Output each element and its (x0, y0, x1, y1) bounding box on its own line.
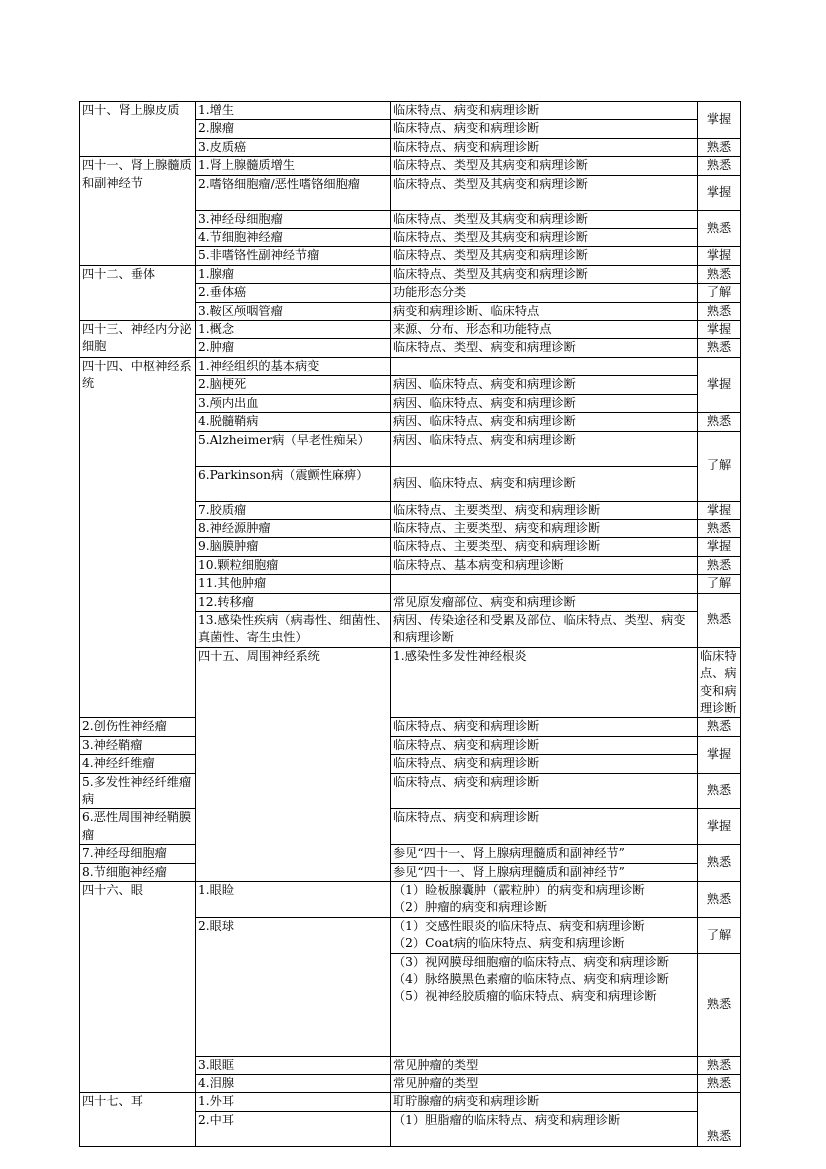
content-cell (391, 917, 698, 953)
topic-cell: 4.神经纤维瘤 (80, 755, 196, 773)
content-cell: 功能形态分类 (391, 284, 698, 302)
topic-cell: 1.外耳 (196, 1093, 391, 1111)
level-cell: 了解 (698, 431, 741, 501)
content-cell: 来源、分布、形态和功能特点 (391, 321, 698, 339)
level-cell: 熟悉 (698, 1056, 741, 1074)
level-cell: 熟悉 (698, 718, 741, 736)
section-cell: 四十七、耳 (80, 1093, 196, 1146)
content-cell: 临床特点、类型及其病变和病理诊断 (391, 265, 698, 283)
content-cell: 病因、临床特点、病变和病理诊断 (391, 376, 698, 394)
level-cell: 熟悉 (698, 157, 741, 175)
content-cell: 临床特点、病变和病理诊断 (391, 718, 698, 736)
topic-cell: 3.皮质癌 (196, 138, 391, 156)
level-cell: 熟悉 (698, 302, 741, 320)
topic-cell: 10.颗粒细胞瘤 (196, 556, 391, 574)
content-cell: 临床特点、病变和病理诊断 (391, 102, 698, 120)
content-cell (391, 953, 698, 1056)
topic-cell: 8.节细胞神经瘤 (80, 863, 196, 881)
content-cell: 常见肿瘤的类型 (391, 1056, 698, 1074)
content-cell: 临床特点、主要类型、病变和病理诊断 (391, 538, 698, 556)
level-cell: 掌握 (698, 357, 741, 412)
content-cell: 病因、临床特点、病变和病理诊断 (391, 466, 698, 501)
content-cell (391, 575, 698, 593)
content-cell: 临床特点、病变和病理诊断 (391, 773, 698, 809)
content-cell: 病变和病理诊断、临床特点 (391, 302, 698, 320)
section-cell: 四十、肾上腺皮质 (80, 102, 196, 157)
level-cell: 熟悉 (698, 138, 741, 156)
content-cell: 参见“四十一、肾上腺病理髓质和副神经节” (391, 863, 698, 881)
content-line: （4）脉络膜黑色素瘤的临床特点、病变和病理诊断 (393, 972, 669, 987)
topic-cell: 5.Alzheimer病（早老性痴呆） (196, 431, 391, 466)
level-cell: 了解 (698, 284, 741, 302)
content-cell (391, 882, 698, 918)
topic-cell: 3.颅内出血 (196, 394, 391, 412)
level-cell: 熟悉 (698, 1075, 741, 1093)
content-cell: 临床特点、类型及其病变和病理诊断 (391, 247, 698, 265)
topic-cell: 6.恶性周围神经鞘膜瘤 (80, 809, 196, 845)
topic-cell: 2.脑梗死 (196, 376, 391, 394)
content-cell: 常见原发瘤部位、病变和病理诊断 (391, 593, 698, 611)
content-cell: 临床特点、病变和病理诊断 (391, 120, 698, 138)
section-cell: 四十四、中枢神经系统 (80, 357, 196, 718)
content-line: （5）视神经胶质瘤的临床特点、病变和病理诊断 (393, 989, 657, 1004)
level-cell: 熟悉 (698, 339, 741, 357)
content-cell: 临床特点、病变和病理诊断 (391, 736, 698, 754)
level-cell: 掌握 (698, 736, 741, 773)
level-cell: 熟悉 (698, 519, 741, 537)
content-cell: 临床特点、类型及其病变和病理诊断 (391, 210, 698, 228)
level-cell: 掌握 (698, 501, 741, 519)
content-cell: 临床特点、病变和病理诊断 (391, 755, 698, 773)
level-cell: 熟悉 (698, 773, 741, 809)
content-cell: 常见肿瘤的类型 (391, 1075, 698, 1093)
content-cell: 耵聍腺瘤的病变和病理诊断 (391, 1093, 698, 1111)
content-cell: 临床特点、类型及其病变和病理诊断 (391, 157, 698, 175)
content-line: （1）睑板腺囊肿（霰粒肿）的病变和病理诊断 (393, 883, 645, 898)
topic-cell: 7.胶质瘤 (196, 501, 391, 519)
level-cell: 掌握 (698, 809, 741, 845)
topic-cell: 2.腺瘤 (196, 120, 391, 138)
topic-cell: 2.中耳 (196, 1111, 391, 1146)
topic-cell: 3.神经鞘瘤 (80, 736, 196, 754)
topic-cell: 4.脱髓鞘病 (196, 413, 391, 431)
content-cell: 参见“四十一、肾上腺病理髓质和副神经节” (391, 845, 698, 863)
topic-cell: 4.泪腺 (196, 1075, 391, 1093)
content-line: （1）交感性眼炎的临床特点、病变和病理诊断 (393, 918, 645, 933)
content-cell: （1）胆脂瘤的临床特点、病变和病理诊断 (391, 1111, 698, 1146)
content-cell: 临床特点、类型及其病变和病理诊断 (391, 175, 698, 210)
content-cell: 病因、临床特点、病变和病理诊断 (391, 431, 698, 466)
level-cell: 熟悉 (698, 210, 741, 247)
section-cell: 四十三、神经内分泌细胞 (80, 321, 196, 358)
topic-cell: 3.神经母细胞瘤 (196, 210, 391, 228)
content-cell: 临床特点、病变和病理诊断 (391, 138, 698, 156)
topic-cell: 3.眼眶 (196, 1056, 391, 1074)
content-cell: 临床特点、病变和病理诊断 (391, 809, 698, 845)
level-cell: 熟悉 (698, 413, 741, 431)
syllabus-table (79, 101, 741, 1147)
topic-cell: 11.其他肿瘤 (196, 575, 391, 593)
content-cell: 病因、临床特点、病变和病理诊断 (391, 394, 698, 412)
topic-cell: 1.眼睑 (196, 882, 391, 918)
topic-cell: 2.嗜铬细胞瘤/恶性嗜铬细胞瘤 (196, 175, 391, 210)
content-line: （3）视网膜母细胞瘤的临床特点、病变和病理诊断 (393, 954, 669, 969)
section-cell: 四十一、肾上腺髓质和副神经节 (80, 157, 196, 266)
content-cell: 病因、临床特点、病变和病理诊断 (391, 413, 698, 431)
topic-cell: 5.多发性神经纤维瘤病 (80, 773, 196, 809)
topic-cell: 2.垂体癌 (196, 284, 391, 302)
syllabus-sheet (79, 101, 740, 1144)
content-cell: 临床特点、基本病变和病理诊断 (391, 556, 698, 574)
level-cell: 熟悉 (698, 1093, 741, 1146)
topic-cell: 1.神经组织的基本病变 (196, 357, 391, 375)
topic-cell: 9.脑膜肿瘤 (196, 538, 391, 556)
level-cell: 掌握 (698, 175, 741, 210)
content-line: （2）Coat病的临床特点、病变和病理诊断 (393, 936, 625, 951)
level-cell: 熟悉 (698, 882, 741, 918)
level-cell: 掌握 (698, 538, 741, 556)
topic-cell: 6.Parkinson病（震颤性麻痹） (196, 466, 391, 501)
level-cell: 了解 (698, 917, 741, 953)
content-cell: 病因、传染途径和受累及部位、临床特点、类型、病变和病理诊断 (391, 611, 698, 647)
section-cell: 四十五、周围神经系统 (196, 647, 391, 881)
section-cell: 四十二、垂体 (80, 265, 196, 320)
level-cell: 熟悉 (698, 556, 741, 574)
topic-cell: 1.腺瘤 (196, 265, 391, 283)
topic-cell: 2.创伤性神经瘤 (80, 718, 196, 736)
level-cell: 掌握 (698, 321, 741, 339)
level-cell: 熟悉 (698, 845, 741, 882)
level-cell: 了解 (698, 575, 741, 593)
content-cell: 临床特点、类型及其病变和病理诊断 (391, 229, 698, 247)
topic-cell: 8.神经源肿瘤 (196, 519, 391, 537)
topic-cell: 2.眼球 (196, 917, 391, 1056)
section-cell: 四十六、眼 (80, 882, 196, 1093)
level-cell: 熟悉 (698, 265, 741, 283)
topic-cell: 13.感染性疾病（病毒性、细菌性、真菌性、寄生虫性） (196, 611, 391, 647)
content-line: （2）肿瘤的病变和病理诊断 (393, 900, 548, 915)
level-cell: 掌握 (698, 102, 741, 139)
topic-cell: 12.转移瘤 (196, 593, 391, 611)
topic-cell: 1.肾上腺髓质增生 (196, 157, 391, 175)
level-cell: 掌握 (698, 247, 741, 265)
content-cell: 临床特点、类型、病变和病理诊断 (391, 339, 698, 357)
content-cell (391, 357, 698, 375)
topic-cell: 2.肿瘤 (196, 339, 391, 357)
topic-cell: 1.感染性多发性神经根炎 (391, 647, 698, 718)
content-cell: 临床特点、病变和病理诊断 (698, 647, 741, 718)
content-cell: 临床特点、主要类型、病变和病理诊断 (391, 519, 698, 537)
topic-cell: 4.节细胞神经瘤 (196, 229, 391, 247)
topic-cell: 7.神经母细胞瘤 (80, 845, 196, 863)
level-cell: 熟悉 (698, 593, 741, 647)
topic-cell: 5.非嗜铬性副神经节瘤 (196, 247, 391, 265)
topic-cell: 1.增生 (196, 102, 391, 120)
content-cell: 临床特点、主要类型、病变和病理诊断 (391, 501, 698, 519)
topic-cell: 3.鞍区颅咽管瘤 (196, 302, 391, 320)
topic-cell: 1.概念 (196, 321, 391, 339)
level-cell: 熟悉 (698, 953, 741, 1056)
